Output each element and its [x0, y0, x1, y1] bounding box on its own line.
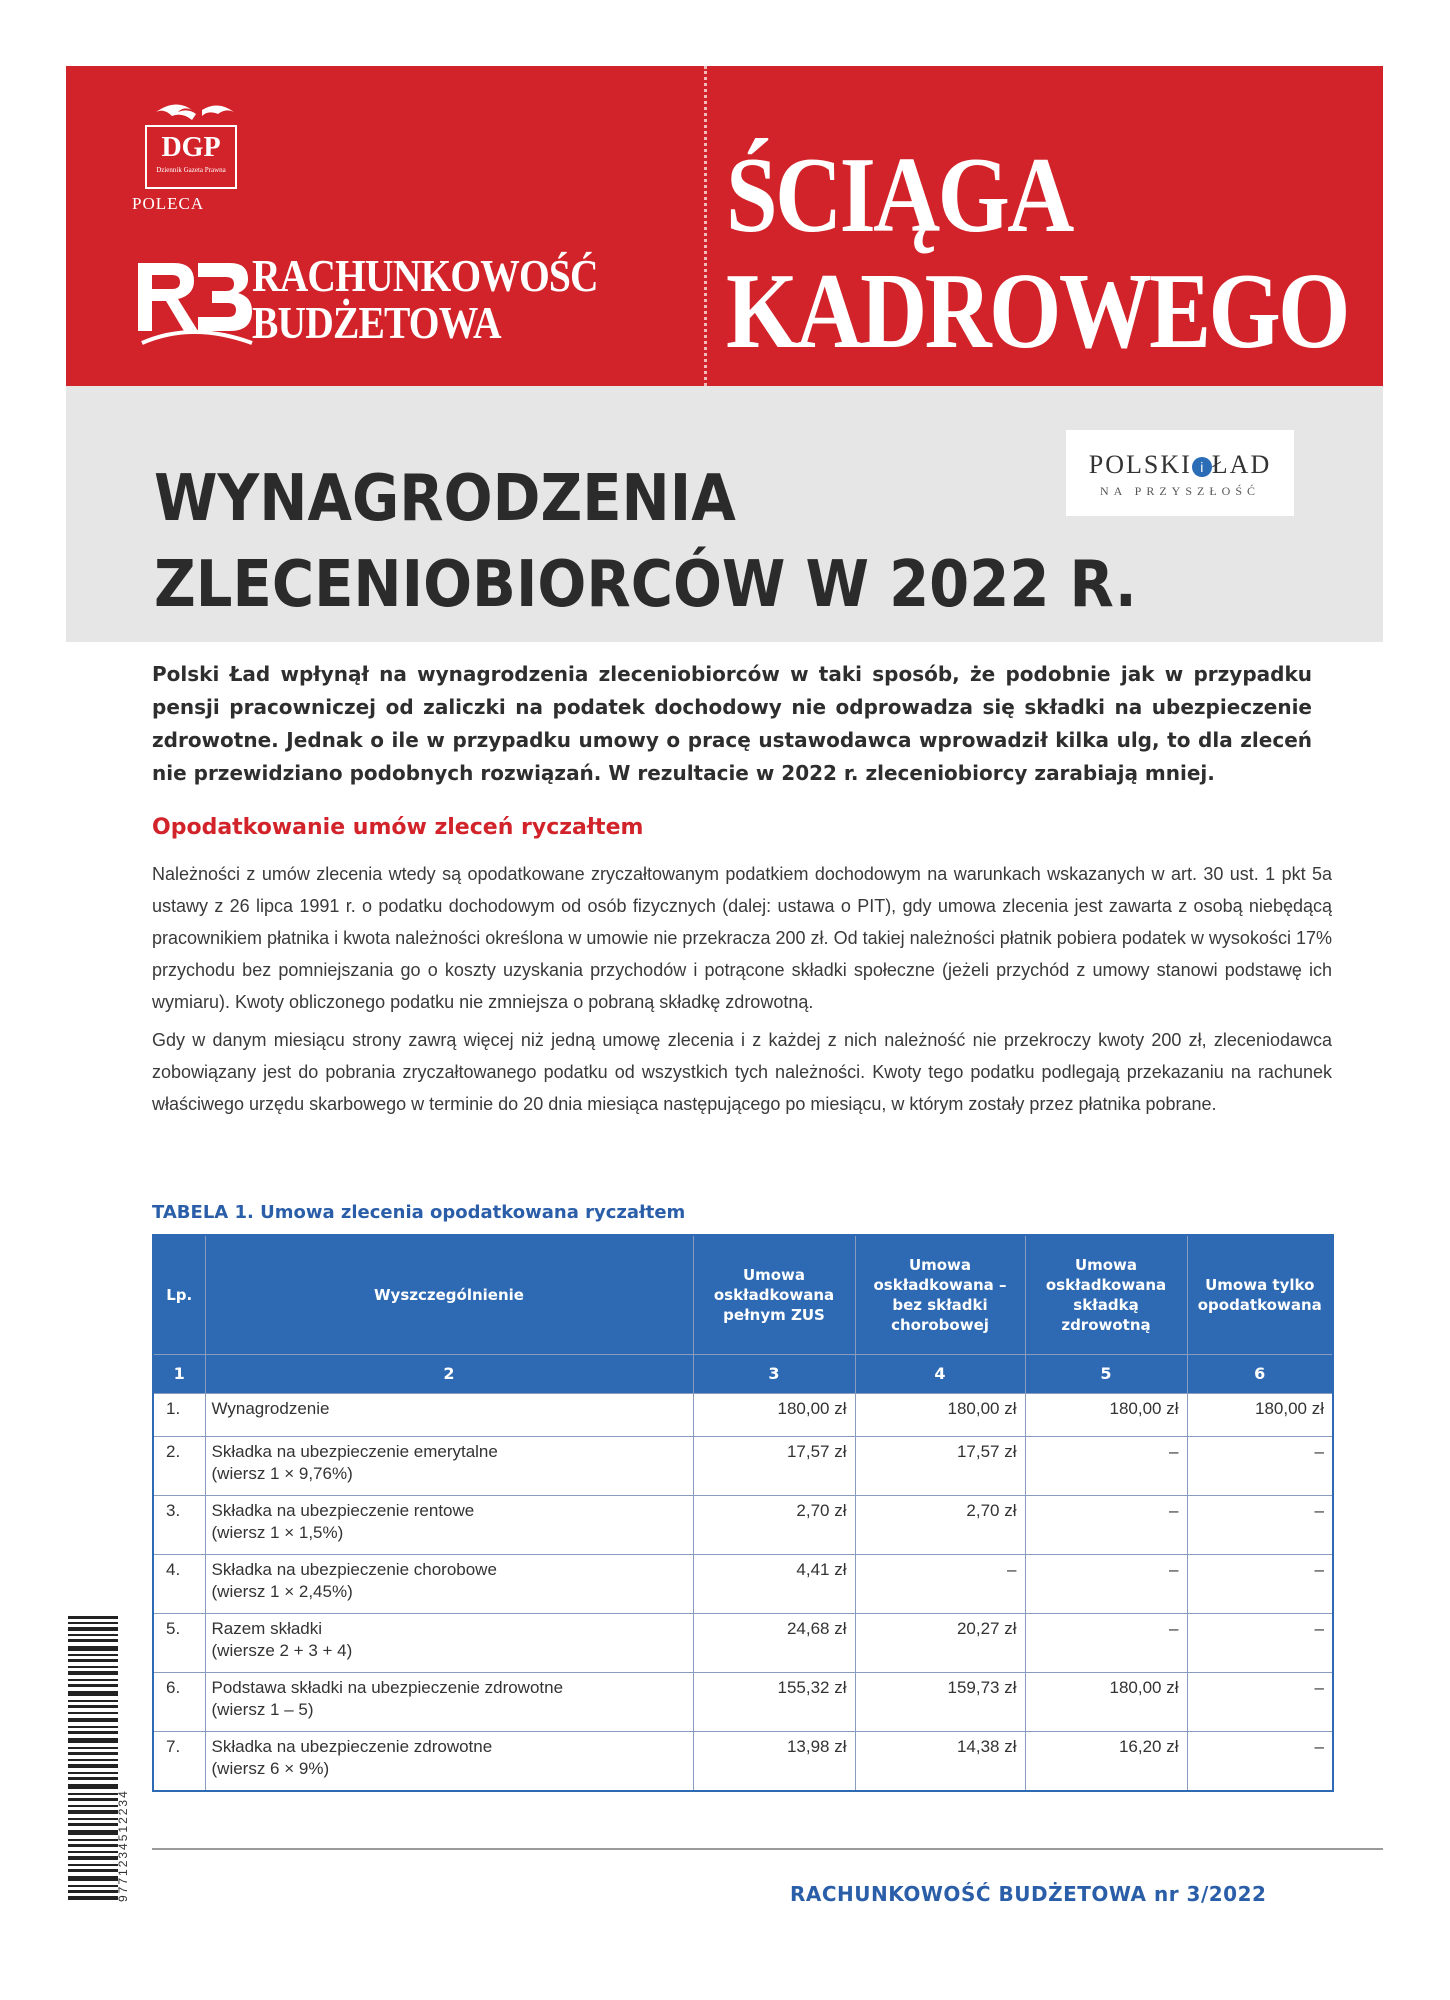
row-description-line1: Składka na ubezpieczenie chorobowe	[211, 1560, 497, 1579]
value-cell: –	[1025, 1437, 1187, 1496]
value-cell: 180,00 zł	[855, 1394, 1025, 1437]
value-cell: 180,00 zł	[1025, 1394, 1187, 1437]
value-cell: 14,38 zł	[855, 1732, 1025, 1792]
value-cell: –	[1187, 1614, 1333, 1673]
barcode-number: 9771234512234	[116, 1789, 130, 1902]
table-row	[153, 1673, 1333, 1732]
row-number: 5.	[153, 1614, 205, 1673]
row-description-line2: (wiersz 6 × 9%)	[211, 1759, 330, 1778]
table-row	[153, 1394, 1333, 1437]
row-number: 1.	[153, 1394, 205, 1437]
value-cell: –	[1025, 1555, 1187, 1614]
table-column-number-row	[153, 1355, 1333, 1394]
table-row	[153, 1732, 1333, 1792]
table-header-cell: Lp.	[153, 1235, 205, 1355]
table-row	[153, 1437, 1333, 1496]
data-table	[152, 1234, 1334, 1792]
body-paragraph: Należności z umów zlecenia wtedy są opodatkowane zryczałtowanym podatkiem dochodowym na warunkach wskazanych w art. 30 ust. 1 pkt 5a ustawy z 26 lipca 1991 r. o podatku dochodowym od osób fizycznych (dalej: ustawa o PIT), gdy umowa zlecenia jest zawarta z osobą niebędącą pracownikiem płatnika i kwota należności określona w umowie nie przekracza 200 zł. Od takiej należności płatnik pobiera podatek w wysokości 17% przychodu bez pomniejszania go o koszty uzyskania przychodów i potrącone składki społeczne (jeżeli przychód z umowy stanowi podstawę ich wymiaru). Kwoty obliczonego podatku nie zmniejsza o pobraną składkę zdrowotną.	[152, 864, 1332, 1012]
row-description	[205, 1394, 693, 1437]
series-title-line2: KADROWEGO	[726, 252, 1348, 371]
table-header-cell: Umowa oskładkowana składką zdrowotną	[1025, 1235, 1187, 1355]
value-cell: –	[1187, 1673, 1333, 1732]
dgp-eagle-icon	[132, 98, 282, 190]
series-title	[726, 138, 1348, 370]
table-header-cell: Wyszczególnienie	[205, 1235, 693, 1355]
publication-name-line1: RACHUNKOWOŚĆ	[252, 250, 598, 301]
row-description-line2: (wiersz 1 × 9,76%)	[211, 1464, 353, 1483]
value-cell: 16,20 zł	[1025, 1732, 1187, 1792]
row-description-line2: (wiersz 1 – 5)	[211, 1700, 314, 1719]
dgp-logo	[132, 98, 282, 188]
row-description-line1: Podstawa składki na ubezpieczenie zdrowotne	[211, 1678, 564, 1697]
footer-publication-info: RACHUNKOWOŚĆ BUDŻETOWA nr 3/2022	[790, 1882, 1267, 1906]
value-cell: –	[1025, 1496, 1187, 1555]
publication-name-line2: BUDŻETOWA	[252, 297, 501, 348]
row-description-line2: (wiersz 1 × 2,45%)	[211, 1582, 353, 1601]
value-cell: 13,98 zł	[693, 1732, 855, 1792]
value-cell: 180,00 zł	[1187, 1394, 1333, 1437]
value-cell: 4,41 zł	[693, 1555, 855, 1614]
row-description-line1: Razem składki	[211, 1619, 323, 1638]
barcode-icon	[66, 1612, 120, 1902]
column-number-cell: 2	[205, 1355, 693, 1394]
row-description-line2: (wiersze 2 + 3 + 4)	[211, 1641, 353, 1660]
row-number: 4.	[153, 1555, 205, 1614]
row-number: 6.	[153, 1673, 205, 1732]
page-title-line1: WYNAGRODZENIA	[154, 462, 736, 536]
table-header-cell: Umowa oskładkowana – bez składki chorobowej	[855, 1235, 1025, 1355]
section-body	[152, 858, 1332, 1126]
row-description	[205, 1555, 693, 1614]
table-row	[153, 1555, 1333, 1614]
column-number-cell: 5	[1025, 1355, 1187, 1394]
value-cell: –	[1025, 1614, 1187, 1673]
polski-lad-info-icon: i	[1192, 457, 1212, 477]
value-cell: 17,57 zł	[855, 1437, 1025, 1496]
page-title	[154, 456, 1137, 628]
polski-lad-badge-sub: NA PRZYSZŁOŚĆ	[1099, 484, 1261, 498]
value-cell: –	[855, 1555, 1025, 1614]
row-description-line1: Składka na ubezpieczenie rentowe	[211, 1501, 475, 1520]
polski-lad-badge-main	[1066, 450, 1294, 480]
section-heading: Opodatkowanie umów zleceń ryczałtem	[152, 815, 644, 840]
row-description	[205, 1673, 693, 1732]
title-band	[66, 386, 1383, 642]
row-description-line1: Składka na ubezpieczenie emerytalne	[211, 1442, 498, 1461]
value-cell: 2,70 zł	[855, 1496, 1025, 1555]
row-number: 2.	[153, 1437, 205, 1496]
value-cell: –	[1187, 1437, 1333, 1496]
lead-paragraph: Polski Ład wpłynął na wynagrodzenia zleceniobiorców w taki sposób, że podobnie jak w przypadku pensji pracowniczej od zaliczki na podatek dochodowy nie odprowadza się składki na ubezpieczenie zdrowotne. Jednak o ile w przypadku umowy o pracę ustawodawca wprowadził kilka ulg, to dla zleceń nie przewidziano podobnych rozwiązań. W rezultacie w 2022 r. zleceniobiorcy zarabiają mniej.	[152, 662, 1312, 785]
row-description	[205, 1614, 693, 1673]
table-header-cell: Umowa tylko opodatkowana	[1187, 1235, 1333, 1355]
row-number: 7.	[153, 1732, 205, 1792]
dgp-polecam: POLECA	[132, 194, 205, 213]
value-cell: 180,00 zł	[1025, 1673, 1187, 1732]
value-cell: 20,27 zł	[855, 1614, 1025, 1673]
publication-name	[252, 252, 598, 346]
row-number: 3.	[153, 1496, 205, 1555]
value-cell: 17,57 zł	[693, 1437, 855, 1496]
polski-lad-badge	[1066, 430, 1294, 516]
value-cell: 24,68 zł	[693, 1614, 855, 1673]
header-band	[66, 66, 1383, 386]
column-number-cell: 6	[1187, 1355, 1333, 1394]
row-description	[205, 1437, 693, 1496]
value-cell: 180,00 zł	[693, 1394, 855, 1437]
dgp-logo-text: DGP	[161, 132, 221, 163]
table-header-cell: Umowa oskładkowana pełnym ZUS	[693, 1235, 855, 1355]
row-description-line1: Składka na ubezpieczenie zdrowotne	[211, 1737, 493, 1756]
value-cell: –	[1187, 1732, 1333, 1792]
value-cell: –	[1187, 1496, 1333, 1555]
table-row	[153, 1496, 1333, 1555]
header-divider	[704, 66, 707, 386]
footer-divider	[152, 1848, 1383, 1850]
body-paragraph: Gdy w danym miesiącu strony zawrą więcej niż jedną umowę zlecenia i z każdej z nich należność nie przekroczy kwoty 200 zł, zleceniodawca zobowiązany jest do pobrania zryczałtowanego podatku od wszystkich tych należności. Kwoty tego podatku podlegają przekazaniu na rachunek właściwego urzędu skarbowego w terminie do 20 dnia miesiąca następującego po miesiącu, w którym zostały przez płatnika pobrane.	[152, 1030, 1332, 1114]
table-row	[153, 1614, 1333, 1673]
table-container	[152, 1234, 1332, 1792]
table-header-row	[153, 1235, 1333, 1355]
value-cell: 155,32 zł	[693, 1673, 855, 1732]
rachunkowosc-budzetowa-logo-icon	[132, 251, 262, 351]
polski-lad-badge-right: ŁAD	[1211, 450, 1272, 479]
table-title: TABELA 1. Umowa zlecenia opodatkowana ryczałtem	[152, 1202, 686, 1223]
row-description-line1: Wynagrodzenie	[211, 1399, 330, 1418]
column-number-cell: 4	[855, 1355, 1025, 1394]
value-cell: 2,70 zł	[693, 1496, 855, 1555]
polski-lad-badge-left: POLSKI	[1088, 450, 1192, 479]
column-number-cell: 3	[693, 1355, 855, 1394]
series-title-line1: ŚCIĄGA	[726, 136, 1072, 255]
row-description	[205, 1496, 693, 1555]
page-title-line2: ZLECENIOBIORCÓW W 2022 R.	[154, 548, 1137, 622]
column-number-cell: 1	[153, 1355, 205, 1394]
dgp-tagline: Dziennik Gazeta Prawna	[156, 166, 226, 174]
value-cell: –	[1187, 1555, 1333, 1614]
row-description	[205, 1732, 693, 1792]
row-description-line2: (wiersz 1 × 1,5%)	[211, 1523, 344, 1542]
value-cell: 159,73 zł	[855, 1673, 1025, 1732]
